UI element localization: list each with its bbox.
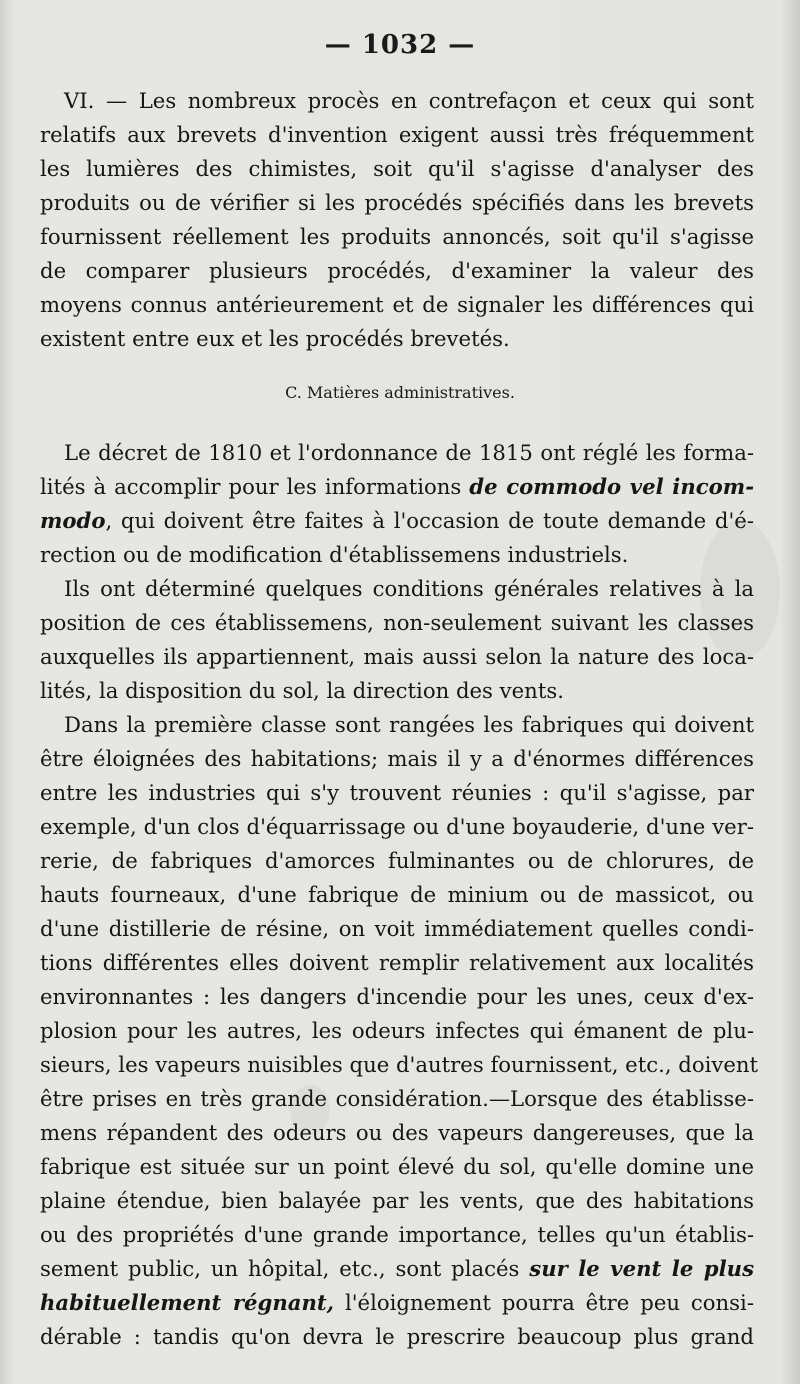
emphasis-phrase: sur le vent le plus	[529, 1256, 754, 1281]
text-span: l'éloignement pourra être peu consi-	[334, 1290, 754, 1315]
text-line: hauts fourneaux, d'une fabrique de minium ou de massicot, ou	[40, 882, 754, 907]
section-heading: C. Matières administratives.	[285, 383, 515, 402]
text-line: d'une distillerie de résine, on voit immédiatement quelles condi-	[40, 916, 754, 941]
text-line: exemple, d'un clos d'équarrissage ou d'une boyauderie, d'une ver-	[40, 814, 754, 839]
paragraph-first-class	[40, 708, 759, 1354]
text-line: de comparer plusieurs procédés, d'examiner la valeur des	[40, 258, 754, 283]
text-span: , qui doivent être faites à l'occasion de toute demande d'é-	[105, 508, 754, 533]
text-line: fournissent réellement les produits annoncés, soit qu'il s'agisse	[40, 224, 754, 249]
text-line: sieurs, les vapeurs nuisibles que d'autres fournissent, etc., doivent	[40, 1052, 759, 1077]
latin-phrase: modo	[40, 508, 106, 533]
text-line: position de ces établissemens, non-seulement suivant les classes	[40, 610, 754, 635]
text-line: existent entre eux et les procédés brevetés.	[40, 326, 510, 351]
latin-phrase: de commodo vel incom-	[469, 474, 754, 499]
text-line	[40, 470, 754, 504]
text-line: Ils ont déterminé quelques conditions générales relatives à la	[64, 576, 754, 601]
text-line	[40, 504, 754, 538]
text-line: Le décret de 1810 et l'ordonnance de 1815 ont réglé les forma-	[64, 440, 754, 465]
text-line: Dans la première classe sont rangées les fabriques qui doivent	[64, 712, 754, 737]
text-line: les lumières des chimistes, soit qu'il s'agisse d'analyser des	[40, 156, 754, 181]
text-line: plaine étendue, bien balayée par les vents, que des habitations	[40, 1188, 754, 1213]
text-line: relatifs aux brevets d'invention exigent aussi très fréquemment	[40, 122, 754, 147]
text-line: tions différentes elles doivent remplir relativement aux localités	[40, 950, 754, 975]
text-span: sement public, un hôpital, etc., sont placés	[40, 1256, 530, 1281]
text-line: être prises en très grande considération.—Lorsque des établisse-	[40, 1086, 754, 1111]
text-line: moyens connus antérieurement et de signaler les différences qui	[40, 292, 754, 317]
paragraph-patents	[40, 84, 754, 356]
text-line: lités, la disposition du sol, la direction des vents.	[40, 678, 564, 703]
text-line	[40, 1252, 754, 1286]
text-line: entre les industries qui s'y trouvent réunies : qu'il s'agisse, par	[40, 780, 754, 805]
text-line: ou des propriétés d'une grande importance, telles qu'un établis-	[40, 1222, 754, 1247]
text-line: dérable : tandis qu'on devra le prescrire beaucoup plus grand	[40, 1324, 754, 1349]
paragraph-conditions	[40, 572, 754, 708]
text-line: VI. — Les nombreux procès en contrefaçon et ceux qui sont	[64, 88, 754, 113]
paragraph-decree	[40, 436, 754, 572]
text-span: lités à accomplir pour les informations	[40, 474, 470, 499]
text-line	[40, 1286, 754, 1320]
text-line: plosion pour les autres, les odeurs infectes qui émanent de plu-	[40, 1018, 754, 1043]
text-line: fabrique est située sur un point élevé du sol, qu'elle domine une	[40, 1154, 754, 1179]
text-line: rerie, de fabriques d'amorces fulminantes ou de chlorures, de	[40, 848, 754, 873]
text-line: mens répandent des odeurs ou des vapeurs dangereuses, que la	[40, 1120, 754, 1145]
emphasis-phrase: habituellement régnant,	[40, 1290, 335, 1315]
page-number: — 1032 —	[324, 30, 476, 60]
text-line: être éloignées des habitations; mais il y a d'énormes différences	[40, 746, 754, 771]
text-line: produits ou de vérifier si les procédés spécifiés dans les brevets	[40, 190, 754, 215]
text-line: auxquelles ils appartiennent, mais aussi selon la nature des loca-	[40, 644, 754, 669]
body-text	[40, 436, 759, 1354]
text-line: rection ou de modification d'établissemens industriels.	[40, 542, 629, 567]
text-line: environnantes : les dangers d'incendie pour les unes, ceux d'ex-	[40, 984, 754, 1009]
